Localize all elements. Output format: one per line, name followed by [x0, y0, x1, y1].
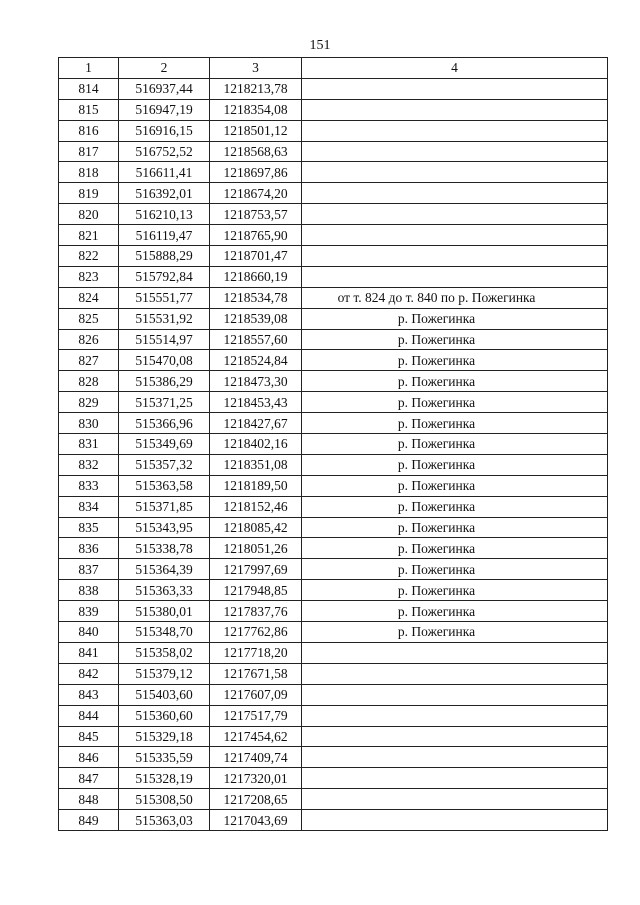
cell-coordinate-x: 515360,60 [119, 705, 210, 726]
cell-point-number: 817 [59, 141, 119, 162]
cell-coordinate-x: 515792,84 [119, 266, 210, 287]
table-row [59, 789, 608, 810]
cell-coordinate-y: 1218427,67 [210, 413, 302, 434]
table-row [59, 622, 608, 643]
cell-description: р. Пожегинка [302, 371, 608, 392]
table-row [59, 434, 608, 455]
cell-coordinate-x: 515357,32 [119, 454, 210, 475]
cell-description [302, 789, 608, 810]
cell-description [302, 684, 608, 705]
cell-coordinate-x: 515531,92 [119, 308, 210, 329]
cell-coordinate-y: 1218568,63 [210, 141, 302, 162]
cell-coordinate-x: 515338,78 [119, 538, 210, 559]
cell-coordinate-y: 1217320,01 [210, 768, 302, 789]
cell-coordinate-y: 1218473,30 [210, 371, 302, 392]
cell-description: р. Пожегинка [302, 475, 608, 496]
cell-coordinate-y: 1217671,58 [210, 663, 302, 684]
cell-point-number: 848 [59, 789, 119, 810]
cell-point-number: 814 [59, 78, 119, 99]
cell-coordinate-y: 1217762,86 [210, 622, 302, 643]
table-row [59, 601, 608, 622]
cell-coordinate-x: 515308,50 [119, 789, 210, 810]
cell-description: р. Пожегинка [302, 350, 608, 371]
table-row [59, 120, 608, 141]
cell-coordinate-x: 515514,97 [119, 329, 210, 350]
cell-description: р. Пожегинка [302, 329, 608, 350]
cell-description: р. Пожегинка [302, 580, 608, 601]
table-row [59, 246, 608, 267]
cell-coordinate-x: 515403,60 [119, 684, 210, 705]
cell-coordinate-x: 515363,33 [119, 580, 210, 601]
table-row [59, 726, 608, 747]
cell-coordinate-x: 515328,19 [119, 768, 210, 789]
table-header-row [59, 58, 608, 79]
cell-coordinate-y: 1217517,79 [210, 705, 302, 726]
cell-description [302, 99, 608, 120]
header-col-1: 1 [59, 58, 119, 79]
table-row [59, 747, 608, 768]
table-row [59, 684, 608, 705]
cell-coordinate-x: 516752,52 [119, 141, 210, 162]
cell-point-number: 831 [59, 434, 119, 455]
cell-point-number: 835 [59, 517, 119, 538]
cell-description [302, 204, 608, 225]
cell-coordinate-x: 516937,44 [119, 78, 210, 99]
table-row [59, 454, 608, 475]
cell-coordinate-x: 515371,25 [119, 392, 210, 413]
cell-description [302, 768, 608, 789]
header-col-2: 2 [119, 58, 210, 79]
cell-point-number: 849 [59, 810, 119, 831]
cell-coordinate-x: 515380,01 [119, 601, 210, 622]
cell-description: р. Пожегинка [302, 413, 608, 434]
cell-description [302, 642, 608, 663]
cell-point-number: 843 [59, 684, 119, 705]
cell-coordinate-x: 515386,29 [119, 371, 210, 392]
cell-description: р. Пожегинка [302, 308, 608, 329]
table-row [59, 225, 608, 246]
cell-coordinate-x: 515364,39 [119, 559, 210, 580]
cell-coordinate-y: 1218660,19 [210, 266, 302, 287]
cell-description: от т. 824 до т. 840 по р. Пожегинка [302, 287, 608, 308]
cell-point-number: 825 [59, 308, 119, 329]
table-row [59, 580, 608, 601]
cell-coordinate-y: 1218753,57 [210, 204, 302, 225]
cell-description [302, 246, 608, 267]
cell-coordinate-x: 516947,19 [119, 99, 210, 120]
cell-point-number: 823 [59, 266, 119, 287]
table-row [59, 413, 608, 434]
table-row [59, 642, 608, 663]
cell-description [302, 141, 608, 162]
cell-description [302, 162, 608, 183]
cell-coordinate-x: 516392,01 [119, 183, 210, 204]
cell-description: р. Пожегинка [302, 517, 608, 538]
cell-coordinate-x: 515888,29 [119, 246, 210, 267]
cell-description: р. Пожегинка [302, 538, 608, 559]
header-col-3: 3 [210, 58, 302, 79]
cell-coordinate-x: 515329,18 [119, 726, 210, 747]
cell-description: р. Пожегинка [302, 601, 608, 622]
cell-coordinate-x: 516119,47 [119, 225, 210, 246]
table-row [59, 705, 608, 726]
cell-description: р. Пожегинка [302, 559, 608, 580]
cell-point-number: 828 [59, 371, 119, 392]
cell-coordinate-y: 1218557,60 [210, 329, 302, 350]
table-row [59, 517, 608, 538]
cell-coordinate-y: 1218189,50 [210, 475, 302, 496]
cell-coordinate-y: 1218152,46 [210, 496, 302, 517]
cell-coordinate-x: 515348,70 [119, 622, 210, 643]
cell-coordinate-x: 516210,13 [119, 204, 210, 225]
cell-point-number: 836 [59, 538, 119, 559]
cell-point-number: 819 [59, 183, 119, 204]
cell-coordinate-y: 1218453,43 [210, 392, 302, 413]
coordinates-table [58, 57, 608, 831]
cell-point-number: 815 [59, 99, 119, 120]
cell-description [302, 663, 608, 684]
cell-point-number: 837 [59, 559, 119, 580]
cell-coordinate-y: 1217837,76 [210, 601, 302, 622]
cell-point-number: 830 [59, 413, 119, 434]
cell-description [302, 183, 608, 204]
table-row [59, 496, 608, 517]
cell-description [302, 747, 608, 768]
cell-description [302, 726, 608, 747]
cell-coordinate-y: 1218701,47 [210, 246, 302, 267]
cell-coordinate-y: 1217997,69 [210, 559, 302, 580]
table-row [59, 371, 608, 392]
cell-coordinate-x: 516916,15 [119, 120, 210, 141]
table-row [59, 141, 608, 162]
table-row [59, 204, 608, 225]
cell-coordinate-y: 1217409,74 [210, 747, 302, 768]
cell-coordinate-x: 516611,41 [119, 162, 210, 183]
cell-coordinate-y: 1218213,78 [210, 78, 302, 99]
cell-coordinate-y: 1218085,42 [210, 517, 302, 538]
cell-coordinate-y: 1218534,78 [210, 287, 302, 308]
cell-description: р. Пожегинка [302, 496, 608, 517]
cell-coordinate-y: 1218402,16 [210, 434, 302, 455]
cell-coordinate-x: 515366,96 [119, 413, 210, 434]
cell-point-number: 845 [59, 726, 119, 747]
cell-point-number: 833 [59, 475, 119, 496]
cell-point-number: 820 [59, 204, 119, 225]
table-row [59, 266, 608, 287]
cell-description [302, 78, 608, 99]
cell-point-number: 822 [59, 246, 119, 267]
cell-coordinate-x: 515379,12 [119, 663, 210, 684]
cell-description [302, 266, 608, 287]
cell-description: р. Пожегинка [302, 454, 608, 475]
table-row [59, 308, 608, 329]
cell-coordinate-y: 1217718,20 [210, 642, 302, 663]
table-row [59, 78, 608, 99]
table-row [59, 538, 608, 559]
table-row [59, 810, 608, 831]
table-row [59, 329, 608, 350]
cell-coordinate-x: 515551,77 [119, 287, 210, 308]
cell-description: р. Пожегинка [302, 622, 608, 643]
cell-point-number: 824 [59, 287, 119, 308]
table-row [59, 99, 608, 120]
cell-point-number: 840 [59, 622, 119, 643]
cell-point-number: 834 [59, 496, 119, 517]
cell-point-number: 839 [59, 601, 119, 622]
cell-point-number: 844 [59, 705, 119, 726]
table-row [59, 350, 608, 371]
cell-description [302, 705, 608, 726]
cell-coordinate-y: 1218674,20 [210, 183, 302, 204]
cell-coordinate-y: 1218354,08 [210, 99, 302, 120]
cell-point-number: 841 [59, 642, 119, 663]
cell-point-number: 821 [59, 225, 119, 246]
cell-coordinate-y: 1218051,26 [210, 538, 302, 559]
header-col-4: 4 [302, 58, 608, 79]
table-row [59, 392, 608, 413]
cell-point-number: 838 [59, 580, 119, 601]
page-number: 151 [309, 38, 331, 53]
table-row [59, 663, 608, 684]
table-row [59, 768, 608, 789]
cell-description: р. Пожегинка [302, 392, 608, 413]
cell-coordinate-x: 515363,58 [119, 475, 210, 496]
cell-point-number: 818 [59, 162, 119, 183]
cell-coordinate-x: 515363,03 [119, 810, 210, 831]
cell-point-number: 829 [59, 392, 119, 413]
cell-point-number: 826 [59, 329, 119, 350]
cell-point-number: 846 [59, 747, 119, 768]
cell-description [302, 810, 608, 831]
cell-description: р. Пожегинка [302, 434, 608, 455]
cell-point-number: 847 [59, 768, 119, 789]
cell-point-number: 816 [59, 120, 119, 141]
cell-coordinate-y: 1217948,85 [210, 580, 302, 601]
table-row [59, 475, 608, 496]
cell-coordinate-y: 1217454,62 [210, 726, 302, 747]
table-row [59, 559, 608, 580]
cell-coordinate-y: 1218765,90 [210, 225, 302, 246]
cell-coordinate-x: 515371,85 [119, 496, 210, 517]
table-row [59, 287, 608, 308]
table-row [59, 183, 608, 204]
cell-point-number: 827 [59, 350, 119, 371]
cell-coordinate-y: 1217043,69 [210, 810, 302, 831]
cell-coordinate-y: 1217607,09 [210, 684, 302, 705]
cell-coordinate-y: 1218524,84 [210, 350, 302, 371]
cell-description [302, 225, 608, 246]
table-body [59, 78, 608, 830]
cell-point-number: 842 [59, 663, 119, 684]
cell-coordinate-y: 1218501,12 [210, 120, 302, 141]
cell-coordinate-y: 1218351,08 [210, 454, 302, 475]
cell-coordinate-y: 1217208,65 [210, 789, 302, 810]
cell-coordinate-x: 515343,95 [119, 517, 210, 538]
cell-coordinate-x: 515470,08 [119, 350, 210, 371]
cell-coordinate-y: 1218697,86 [210, 162, 302, 183]
cell-coordinate-y: 1218539,08 [210, 308, 302, 329]
cell-description [302, 120, 608, 141]
table-row [59, 162, 608, 183]
cell-coordinate-x: 515358,02 [119, 642, 210, 663]
cell-coordinate-x: 515335,59 [119, 747, 210, 768]
cell-point-number: 832 [59, 454, 119, 475]
cell-coordinate-x: 515349,69 [119, 434, 210, 455]
